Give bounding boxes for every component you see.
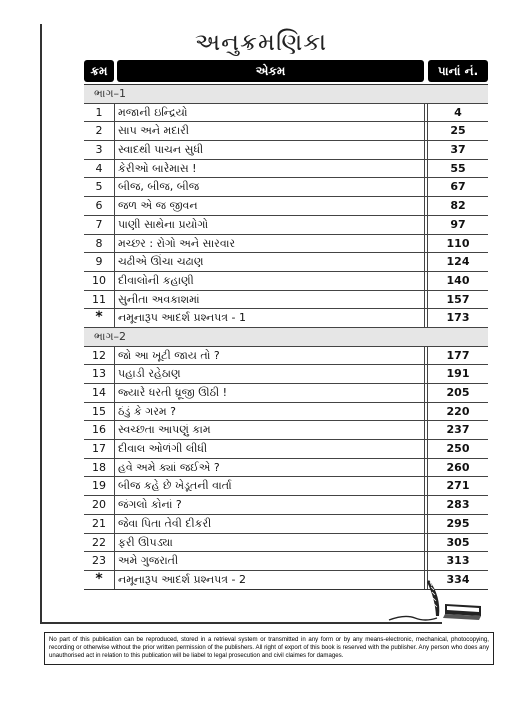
row-title: દીવાલ ઓળંગી લીધી: [118, 442, 208, 456]
row-page: 110: [427, 235, 488, 253]
row-number: 5: [84, 178, 115, 196]
table-row: [84, 253, 488, 272]
table-row: [84, 515, 488, 534]
row-title: નમૂનારૂપ આદર્શ પ્રશ્નપત્ર - 2: [118, 572, 247, 586]
section-label: ભાગ–2: [94, 329, 127, 343]
table-row: [84, 291, 488, 310]
column-divider: [424, 141, 425, 159]
column-divider: [424, 309, 425, 327]
row-number: 22: [84, 534, 115, 552]
column-divider: [424, 365, 425, 383]
table-row: [84, 403, 488, 422]
row-number: 10: [84, 272, 115, 290]
row-number: 6: [84, 197, 115, 215]
row-page: 334: [427, 571, 488, 589]
row-title: અમે ગુજરાતી: [118, 554, 179, 568]
column-divider: [424, 197, 425, 215]
row-number: 4: [84, 160, 115, 178]
column-divider: [424, 384, 425, 402]
section-label: ભાગ–1: [94, 87, 127, 100]
column-divider: [424, 496, 425, 514]
column-divider: [424, 440, 425, 458]
table-row: [84, 534, 488, 553]
table-row: [84, 104, 488, 123]
column-divider: [424, 253, 425, 271]
column-divider: [424, 477, 425, 495]
row-page: 191: [427, 365, 488, 383]
column-divider: [424, 272, 425, 290]
row-title: સ્વચ્છતા આપણું કામ: [118, 423, 211, 437]
page-frame-bottom-line: [42, 622, 442, 624]
row-page: 55: [427, 160, 488, 178]
row-page: 271: [427, 477, 488, 495]
table-row: [84, 197, 488, 216]
row-page: 260: [427, 459, 488, 477]
table-row: [84, 235, 488, 254]
column-divider: [424, 104, 425, 122]
row-title: જો આ ખૂટી જાય તો ?: [118, 348, 220, 362]
row-page: 237: [427, 421, 488, 439]
table-row: [84, 309, 488, 328]
row-title: નમૂનારૂપ આદર્શ પ્રશ્નપત્ર - 1: [118, 311, 247, 325]
column-divider: [424, 515, 425, 533]
row-number: 18: [84, 459, 115, 477]
row-number: 19: [84, 477, 115, 495]
row-title: મજાની ઇન્દ્રિયો: [118, 105, 188, 119]
row-page: 82: [427, 197, 488, 215]
row-number: 2: [84, 122, 115, 140]
row-page: 4: [427, 104, 488, 122]
row-number: 17: [84, 440, 115, 458]
row-title: પાણી સાથેના પ્રયોગો: [118, 217, 209, 231]
copyright-notice: No part of this publication can be reproduced, stored in a retrieval system or transmitted in any form or by any means-electronic, mechanical, photocopying, recording or otherwise without the prior written permission of the publishers. All right of export of this book is reserved with the publisher. Any person who does any unauthorised act in relation to this publication will be liabel to legal prosecution and civil claimes for damages.: [44, 632, 494, 665]
table-row: [84, 216, 488, 235]
row-title: હવે અમે ક્યાં જઈએ ?: [118, 460, 220, 474]
row-title: જેવા પિતા તેવી દીકરી: [118, 516, 212, 530]
table-row: [84, 160, 488, 179]
row-number: 21: [84, 515, 115, 533]
row-page: 67: [427, 178, 488, 196]
row-page: 205: [427, 384, 488, 402]
row-title: બીજ, બીજ, બીજ: [118, 180, 200, 194]
row-number: 3: [84, 141, 115, 159]
table-row: [84, 421, 488, 440]
section-row: [84, 328, 488, 347]
section-row: [84, 85, 488, 104]
row-number: 7: [84, 216, 115, 234]
column-divider: [424, 347, 425, 365]
row-number: 15: [84, 403, 115, 421]
row-title: બીજ કહે છે ખેડૂતની વાર્તા: [118, 479, 232, 493]
row-page: 25: [427, 122, 488, 140]
row-page: 124: [427, 253, 488, 271]
row-title: સુનીતા અવકાશમાં: [118, 292, 200, 306]
row-title: દીવાલોની કહાણી: [118, 273, 194, 287]
column-divider: [424, 459, 425, 477]
column-divider: [424, 291, 425, 309]
column-divider: [424, 216, 425, 234]
row-title: ફરી ઊપડ્યા: [118, 535, 173, 549]
table-row: [84, 365, 488, 384]
row-title: સાપ અને મદારી: [118, 124, 189, 138]
table-row: [84, 178, 488, 197]
row-page: 305: [427, 534, 488, 552]
column-divider: [424, 552, 425, 570]
row-title: મચ્છર : રોગો અને સારવાર: [118, 236, 236, 250]
row-page: 313: [427, 552, 488, 570]
row-title: સ્વાદથી પાચન સુધી: [118, 143, 204, 157]
table-row: [84, 440, 488, 459]
row-title: જ્યારે ધરતી ધ્રૂજી ઊઠી !: [118, 386, 228, 399]
column-divider: [424, 122, 425, 140]
column-header-unit: એકમ: [117, 60, 424, 82]
column-divider: [424, 534, 425, 552]
row-number: 8: [84, 235, 115, 253]
row-page: 250: [427, 440, 488, 458]
row-title: જંગલો કોનાં ?: [118, 498, 182, 512]
row-title: જળ એ જ જીવન: [118, 199, 198, 213]
row-number: 13: [84, 365, 115, 383]
column-divider: [424, 403, 425, 421]
row-number: 14: [84, 384, 115, 402]
row-number: 12: [84, 347, 115, 365]
page-title: અનુક્રમણિકા: [194, 28, 328, 56]
row-page: 157: [427, 291, 488, 309]
contents-table: [84, 84, 488, 590]
column-divider: [424, 421, 425, 439]
table-row: [84, 347, 488, 366]
table-row: [84, 384, 488, 403]
row-number: 9: [84, 253, 115, 271]
row-number: 1: [84, 104, 115, 122]
table-row: [84, 122, 488, 141]
table-row: [84, 552, 488, 571]
row-number: *: [84, 571, 115, 589]
column-header-number: ક્રમ: [84, 60, 114, 82]
row-number: 20: [84, 496, 115, 514]
row-title: કેરીઓ બારેમાસ !: [118, 161, 197, 175]
column-divider: [424, 160, 425, 178]
row-page: 37: [427, 141, 488, 159]
row-page: 283: [427, 496, 488, 514]
column-divider: [424, 178, 425, 196]
row-page: 220: [427, 403, 488, 421]
row-page: 140: [427, 272, 488, 290]
row-page: 295: [427, 515, 488, 533]
table-row: [84, 477, 488, 496]
row-page: 177: [427, 347, 488, 365]
column-divider: [424, 235, 425, 253]
column-header-page: પાનાં નં.: [428, 60, 488, 82]
page-frame-left-line: [40, 24, 42, 624]
row-number: *: [84, 309, 115, 327]
table-row: [84, 141, 488, 160]
row-title: પહાડી રહેઠાણ: [118, 367, 181, 381]
row-title: ઠંડું કે ગરમ ?: [118, 404, 177, 418]
row-number: 11: [84, 291, 115, 309]
row-number: 16: [84, 421, 115, 439]
quill-and-book-icon: [385, 574, 485, 626]
row-page: 173: [427, 309, 488, 327]
table-row: [84, 272, 488, 291]
row-number: 23: [84, 552, 115, 570]
table-row: [84, 496, 488, 515]
table-row: [84, 459, 488, 478]
row-page: 97: [427, 216, 488, 234]
row-title: ચઢીએ ઊંચા ચઢાણ: [118, 255, 204, 269]
